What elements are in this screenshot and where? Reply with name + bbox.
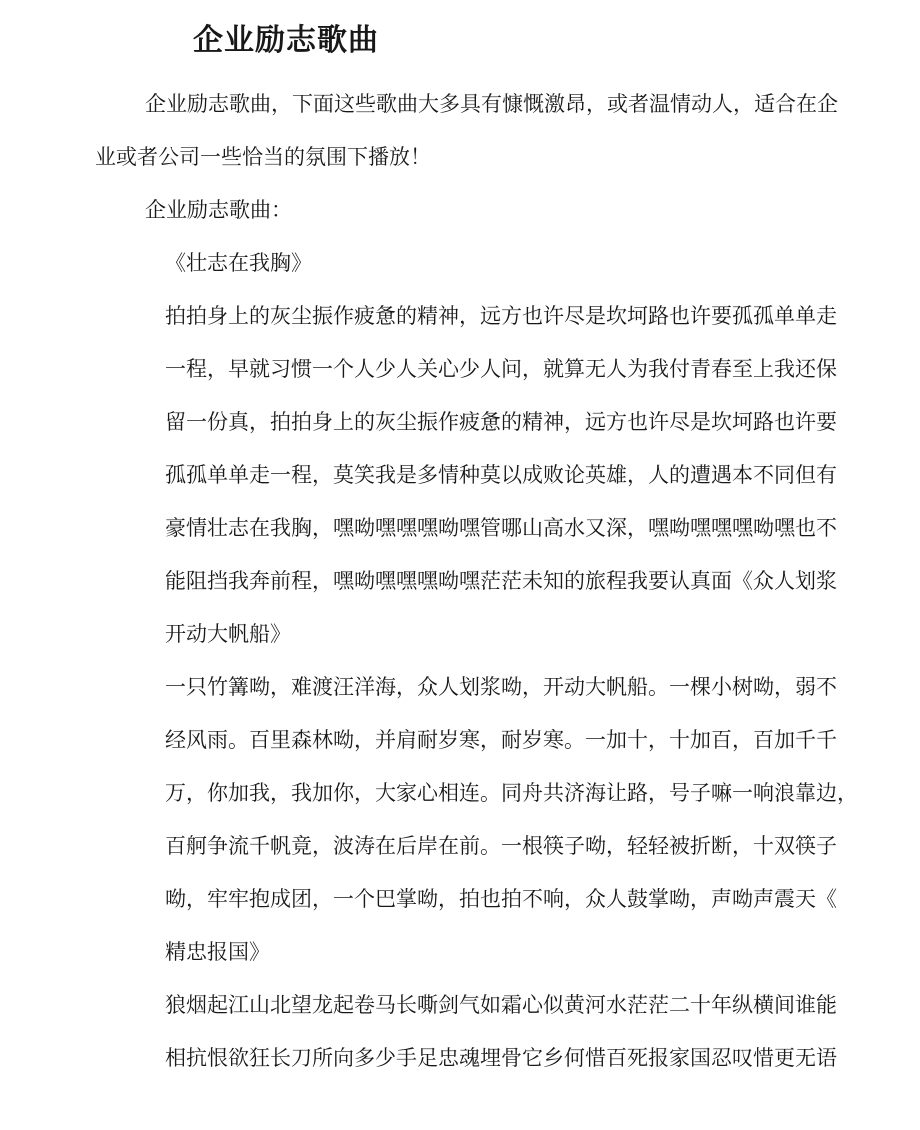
text-line: 能阻挡我奔前程，嘿呦嘿嘿嘿呦嘿茫茫未知的旅程我要认真面《众人划浆 bbox=[165, 569, 837, 593]
text-line: 一程，早就习惯一个人少人关心少人问，就算无人为我付青春至上我还保 bbox=[165, 357, 837, 381]
text-line: 相抗恨欲狂长刀所向多少手足忠魂埋骨它乡何惜百死报家国忍叹惜更无语 bbox=[165, 1046, 837, 1070]
text-line: 万，你加我，我加你，大家心相连。同舟共济海让路，号子嘛一响浪靠边， bbox=[165, 781, 858, 805]
text-line: 业或者公司一些恰当的氛围下播放！ bbox=[95, 145, 431, 169]
text-line: 狼烟起江山北望龙起卷马长嘶剑气如霜心似黄河水茫茫二十年纵横间谁能 bbox=[165, 993, 837, 1017]
text-line: 一只竹篝呦，难渡汪洋海，众人划浆呦，开动大帆船。一棵小树呦，弱不 bbox=[165, 675, 837, 699]
text-line: 企业励志歌曲，下面这些歌曲大多具有慷慨激昂，或者温情动人，适合在企 bbox=[145, 92, 838, 116]
text-line: 《壮志在我胸》 bbox=[165, 251, 312, 275]
text-line: 孤孤单单走一程，莫笑我是多情种莫以成败论英雄，人的遭遇本不同但有 bbox=[165, 463, 837, 487]
text-line: 拍拍身上的灰尘振作疲惫的精神，远方也许尽是坎坷路也许要孤孤单单走 bbox=[165, 304, 837, 328]
document-title: 企业励志歌曲 bbox=[193, 24, 379, 57]
text-line: 豪情壮志在我胸，嘿呦嘿嘿嘿呦嘿管哪山高水又深，嘿呦嘿嘿嘿呦嘿也不 bbox=[165, 516, 837, 540]
text-line: 精忠报国》 bbox=[165, 940, 270, 964]
text-line: 开动大帆船》 bbox=[165, 622, 291, 646]
text-line: 百舸争流千帆竟，波涛在后岸在前。一根筷子呦，轻轻被折断，十双筷子 bbox=[165, 834, 837, 858]
text-line: 经风雨。百里森林呦，并肩耐岁寒，耐岁寒。一加十，十加百，百加千千 bbox=[165, 728, 837, 752]
text-line: 企业励志歌曲： bbox=[145, 198, 292, 222]
text-line: 呦，牢牢抱成团，一个巴掌呦，拍也拍不响，众人鼓掌呦，声呦声震天《 bbox=[165, 887, 837, 911]
text-line: 留一份真，拍拍身上的灰尘振作疲惫的精神，远方也许尽是坎坷路也许要 bbox=[165, 410, 837, 434]
document-content bbox=[95, 78, 860, 1085]
